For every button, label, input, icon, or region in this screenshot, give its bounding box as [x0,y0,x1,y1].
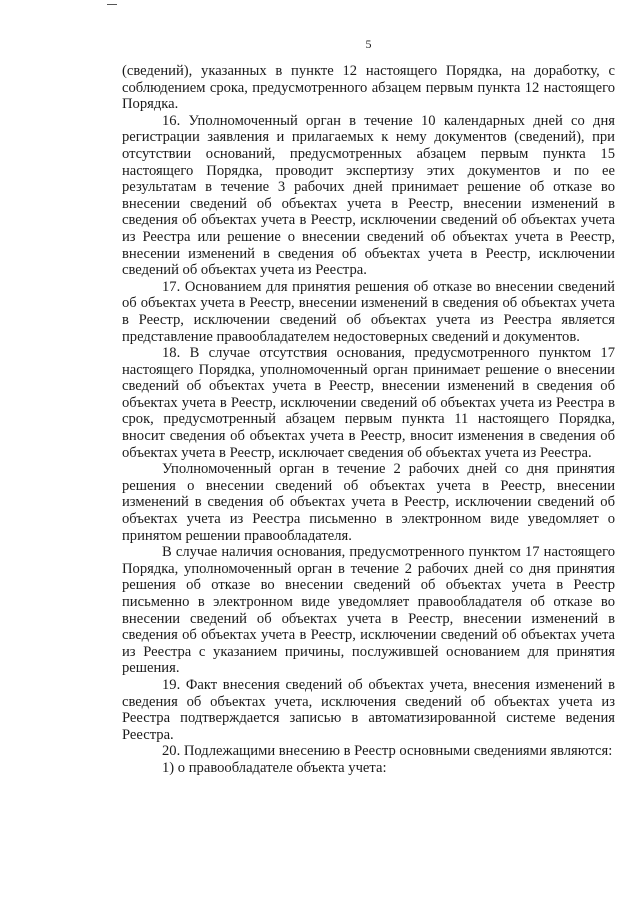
paragraph-notification-refusal: В случае наличия основания, предусмотренного пунктом 17 настоящего Порядка, уполномоченный орган в течение 2 рабочих дней со дня принятия решения об отказе во внесении сведений об объектах учета в Реестр письменно в электронном виде уведомляет правообладателя об отказе во внесении сведений об объектах учета в Реестр, внесении изменений в сведения об объектах учета в Реестр, исключении сведений об объектах учета из Реестра с указанием причины, послужившей основанием для принятия решения. [122,544,615,677]
paragraph-item-18: 18. В случае отсутствия основания, предусмотренного пунктом 17 настоящего Порядка, уполномоченный орган принимает решение о внесении сведений об объектах учета в Реестр, внесении изменений в сведения об объектах учета в Реестр, исключении сведений об объектах учета из Реестра в срок, предусмотренный абзацем первым пункта 11 настоящего Порядка, вносит сведения об объектах учета в Реестр, вносит изменения в сведения об объектах учета в Реестр, исключает сведения об объектах учета из Реестра. [122,345,615,461]
document-body [122,63,615,777]
scan-artifact-mark [107,4,117,5]
paragraph-item-20: 20. Подлежащими внесению в Реестр основными сведениями являются: [162,743,613,760]
paragraph-notification-decision: Уполномоченный орган в течение 2 рабочих дней со дня принятия решения о внесении сведений об объектах учета в Реестр, внесении изменений в сведения об объектах учета в Реестр, исключении сведений об объектах учета из Реестра письменно в электронном виде уведомляет о принятом решении правообладателя. [122,461,615,544]
paragraph-item-17: 17. Основанием для принятия решения об отказе во внесении сведений об объектах учета в Реестр, внесении изменений в сведения об объектах учета в Реестр, исключении сведений об объектах учета из Реестра является представление правообладателем недостоверных сведений и документов. [122,278,615,345]
page-number: 5 [365,37,372,51]
paragraph-item-19: 19. Факт внесения сведений об объектах учета, внесения изменений в сведения об объектах учета, исключения сведений об объектах учета из Реестра подтверждается записью в автоматизированной системе ведения Реестра. [122,676,615,743]
paragraph-subitem-1: 1) о правообладателе объекта учета: [162,759,387,776]
paragraph-item-16: 16. Уполномоченный орган в течение 10 календарных дней со дня регистрации заявления и прилагаемых к нему документов (сведений), при отсутствии оснований, предусмотренных абзацем первым пункта 15 настоящего Порядка, проводит экспертизу этих документов и по ее результатам в течение 3 рабочих дней принимает решение об отказе во внесении сведений об объектах учета в Реестр, внесении изменений в сведения об объектах учета в Реестр, исключении сведений об объектах учета из Реестра или решение о внесении сведений об объектах учета в Реестр, внесении изменений в сведения об объектах учета в Реестр, исключении сведений об объектах учета из Реестра. [122,112,615,279]
paragraph-continuation: (сведений), указанных в пункте 12 настоящего Порядка, на доработку, с соблюдением срока, предусмотренного абзацем первым пункта 12 настоящего Порядка. [122,63,615,113]
